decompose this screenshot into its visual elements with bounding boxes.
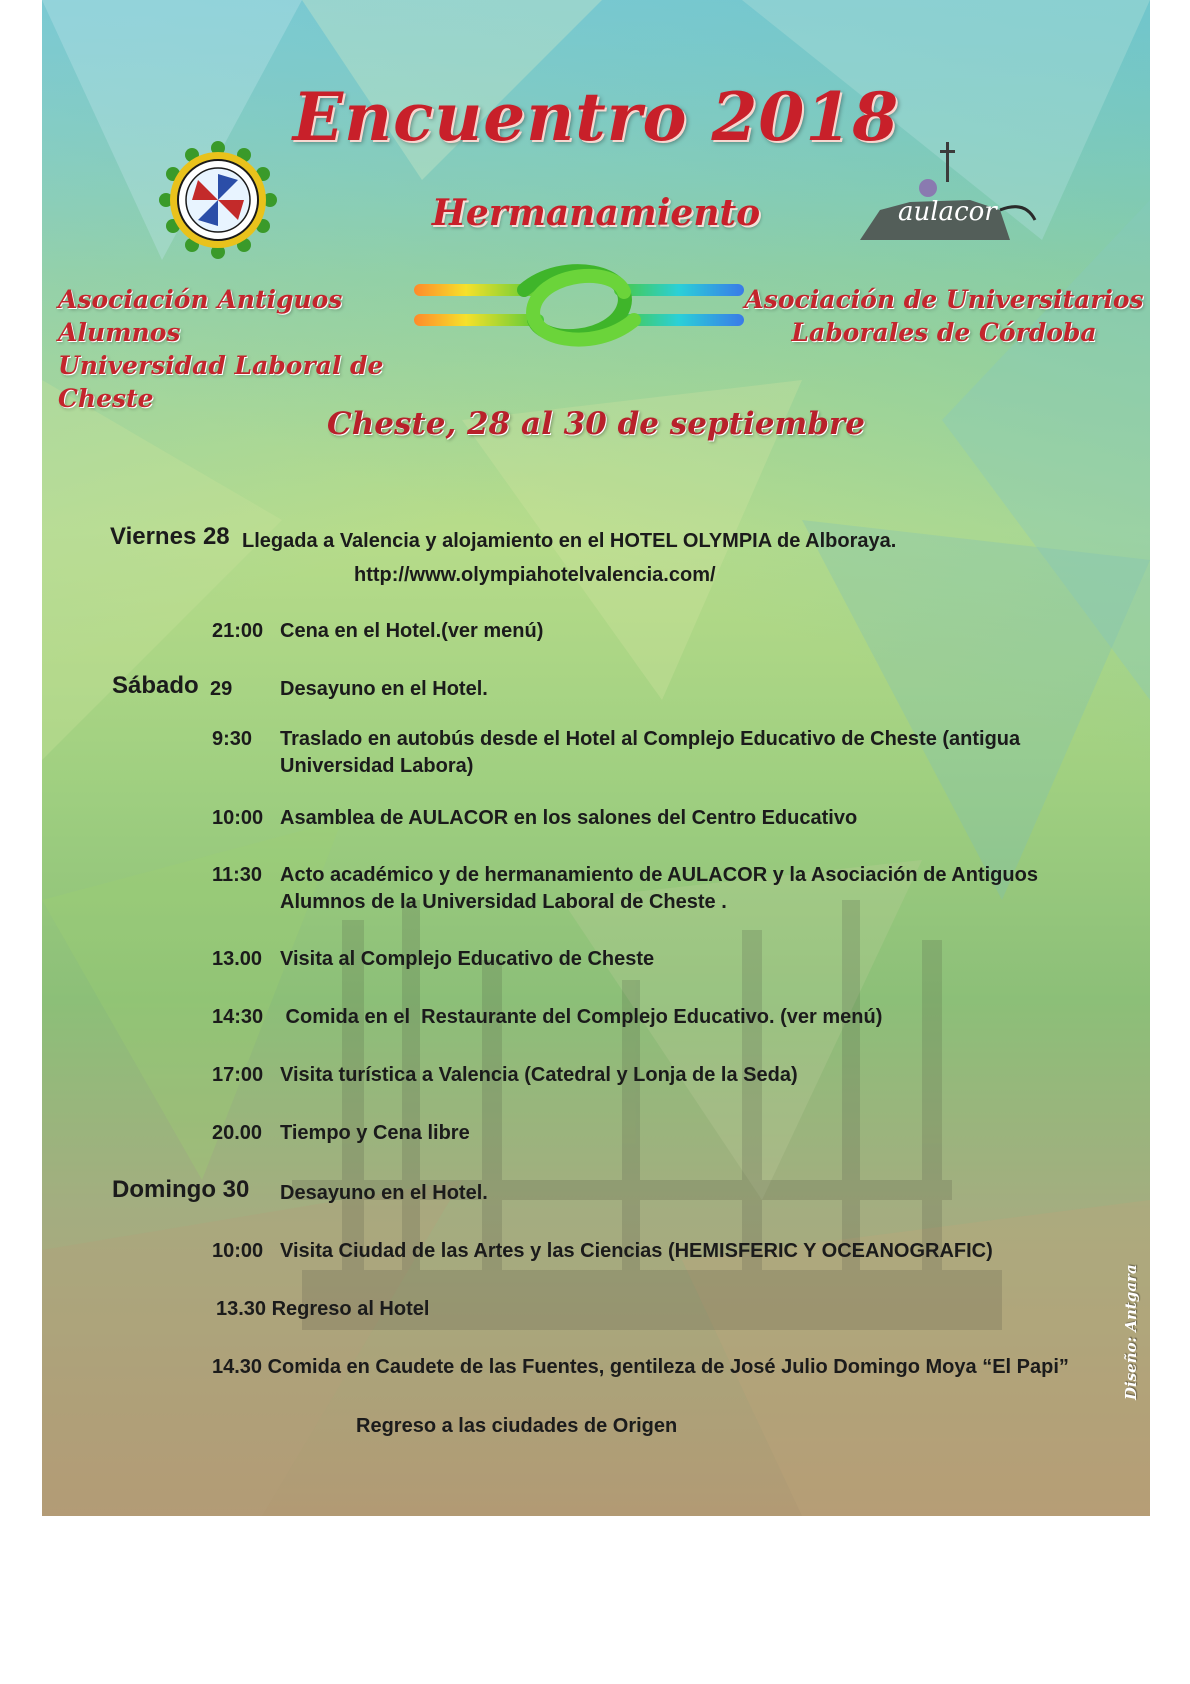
- schedule-time: 13.00: [212, 948, 263, 970]
- schedule-time: 9:30: [212, 728, 253, 750]
- saturday-date: 29: [210, 678, 233, 700]
- day-saturday: Sábado: [112, 672, 199, 699]
- svg-text:aulacor: aulacor: [898, 197, 997, 227]
- day-sunday: Domingo 30: [112, 1176, 250, 1203]
- poster: [42, 0, 1150, 1516]
- schedule-text-cont: Alumnos de la Universidad Laboral de Cheste .: [280, 891, 727, 913]
- schedule-text: Desayuno en el Hotel.: [280, 678, 488, 700]
- aulacor-logo: [850, 140, 1050, 260]
- schedule-text: Desayuno en el Hotel.: [280, 1182, 488, 1204]
- right-assoc-line2: Laborales de Córdoba: [791, 318, 1097, 347]
- knot-icon: [414, 262, 744, 350]
- schedule-time: 10:00: [212, 807, 264, 829]
- schedule-time: 20.00: [212, 1122, 263, 1144]
- day-friday: Viernes 28: [110, 523, 230, 550]
- schedule-text: Visita turística a Valencia (Catedral y Lonja de la Seda): [280, 1064, 798, 1086]
- schedule-text: Tiempo y Cena libre: [280, 1122, 470, 1144]
- left-assoc-line1: Asociación Antiguos Alumnos: [58, 285, 343, 347]
- schedule-time: 21:00: [212, 620, 264, 642]
- schedule-text: Comida en el Restaurante del Complejo Educativo. (ver menú): [280, 1006, 883, 1028]
- schedule-entry: 13.30 Regreso al Hotel: [216, 1298, 430, 1320]
- schedule-text: Visita al Complejo Educativo de Cheste: [280, 948, 655, 970]
- schedule-time: 14:30: [212, 1006, 264, 1028]
- event-dates: Cheste, 28 al 30 de septiembre: [327, 406, 865, 442]
- schedule-text: Traslado en autobús desde el Hotel al Complejo Educativo de Cheste (antigua: [280, 728, 1021, 750]
- left-association: [58, 283, 458, 415]
- schedule-text-cont: Universidad Labora): [280, 755, 474, 777]
- right-assoc-line1: Asociación de Universitarios: [744, 285, 1144, 314]
- schedule-text: Asamblea de AULACOR en los salones del Centro Educativo: [280, 807, 858, 829]
- schedule-text: Visita Ciudad de las Artes y las Ciencias (HEMISFERIC Y OCEANOGRAFIC): [280, 1240, 993, 1262]
- closing-note: Regreso a las ciudades de Origen: [356, 1415, 678, 1437]
- schedule-entry: 14.30 Comida en Caudete de las Fuentes, gentileza de José Julio Domingo Moya “El Papi”: [212, 1356, 1069, 1378]
- left-assoc-line2: Universidad Laboral de Cheste: [58, 351, 384, 413]
- right-association: [744, 283, 1144, 349]
- schedule-time: 11:30: [212, 864, 263, 886]
- schedule-text: Acto académico y de hermanamiento de AULACOR y la Asociación de Antiguos: [280, 864, 1038, 886]
- hotel-url[interactable]: http://www.olympiahotelvalencia.com/: [354, 564, 716, 586]
- subtitle: Hermanamiento: [431, 192, 761, 234]
- design-credit: Diseño: Antgara: [1122, 1264, 1140, 1400]
- schedule-time: 10:00: [212, 1240, 264, 1262]
- page-title: Encuentro 2018: [292, 78, 900, 156]
- schedule-time: 17:00: [212, 1064, 264, 1086]
- schedule-text: Cena en el Hotel.(ver menú): [280, 620, 544, 642]
- friday-arrival: Llegada a Valencia y alojamiento en el HOTEL OLYMPIA de Alboraya.: [242, 530, 897, 552]
